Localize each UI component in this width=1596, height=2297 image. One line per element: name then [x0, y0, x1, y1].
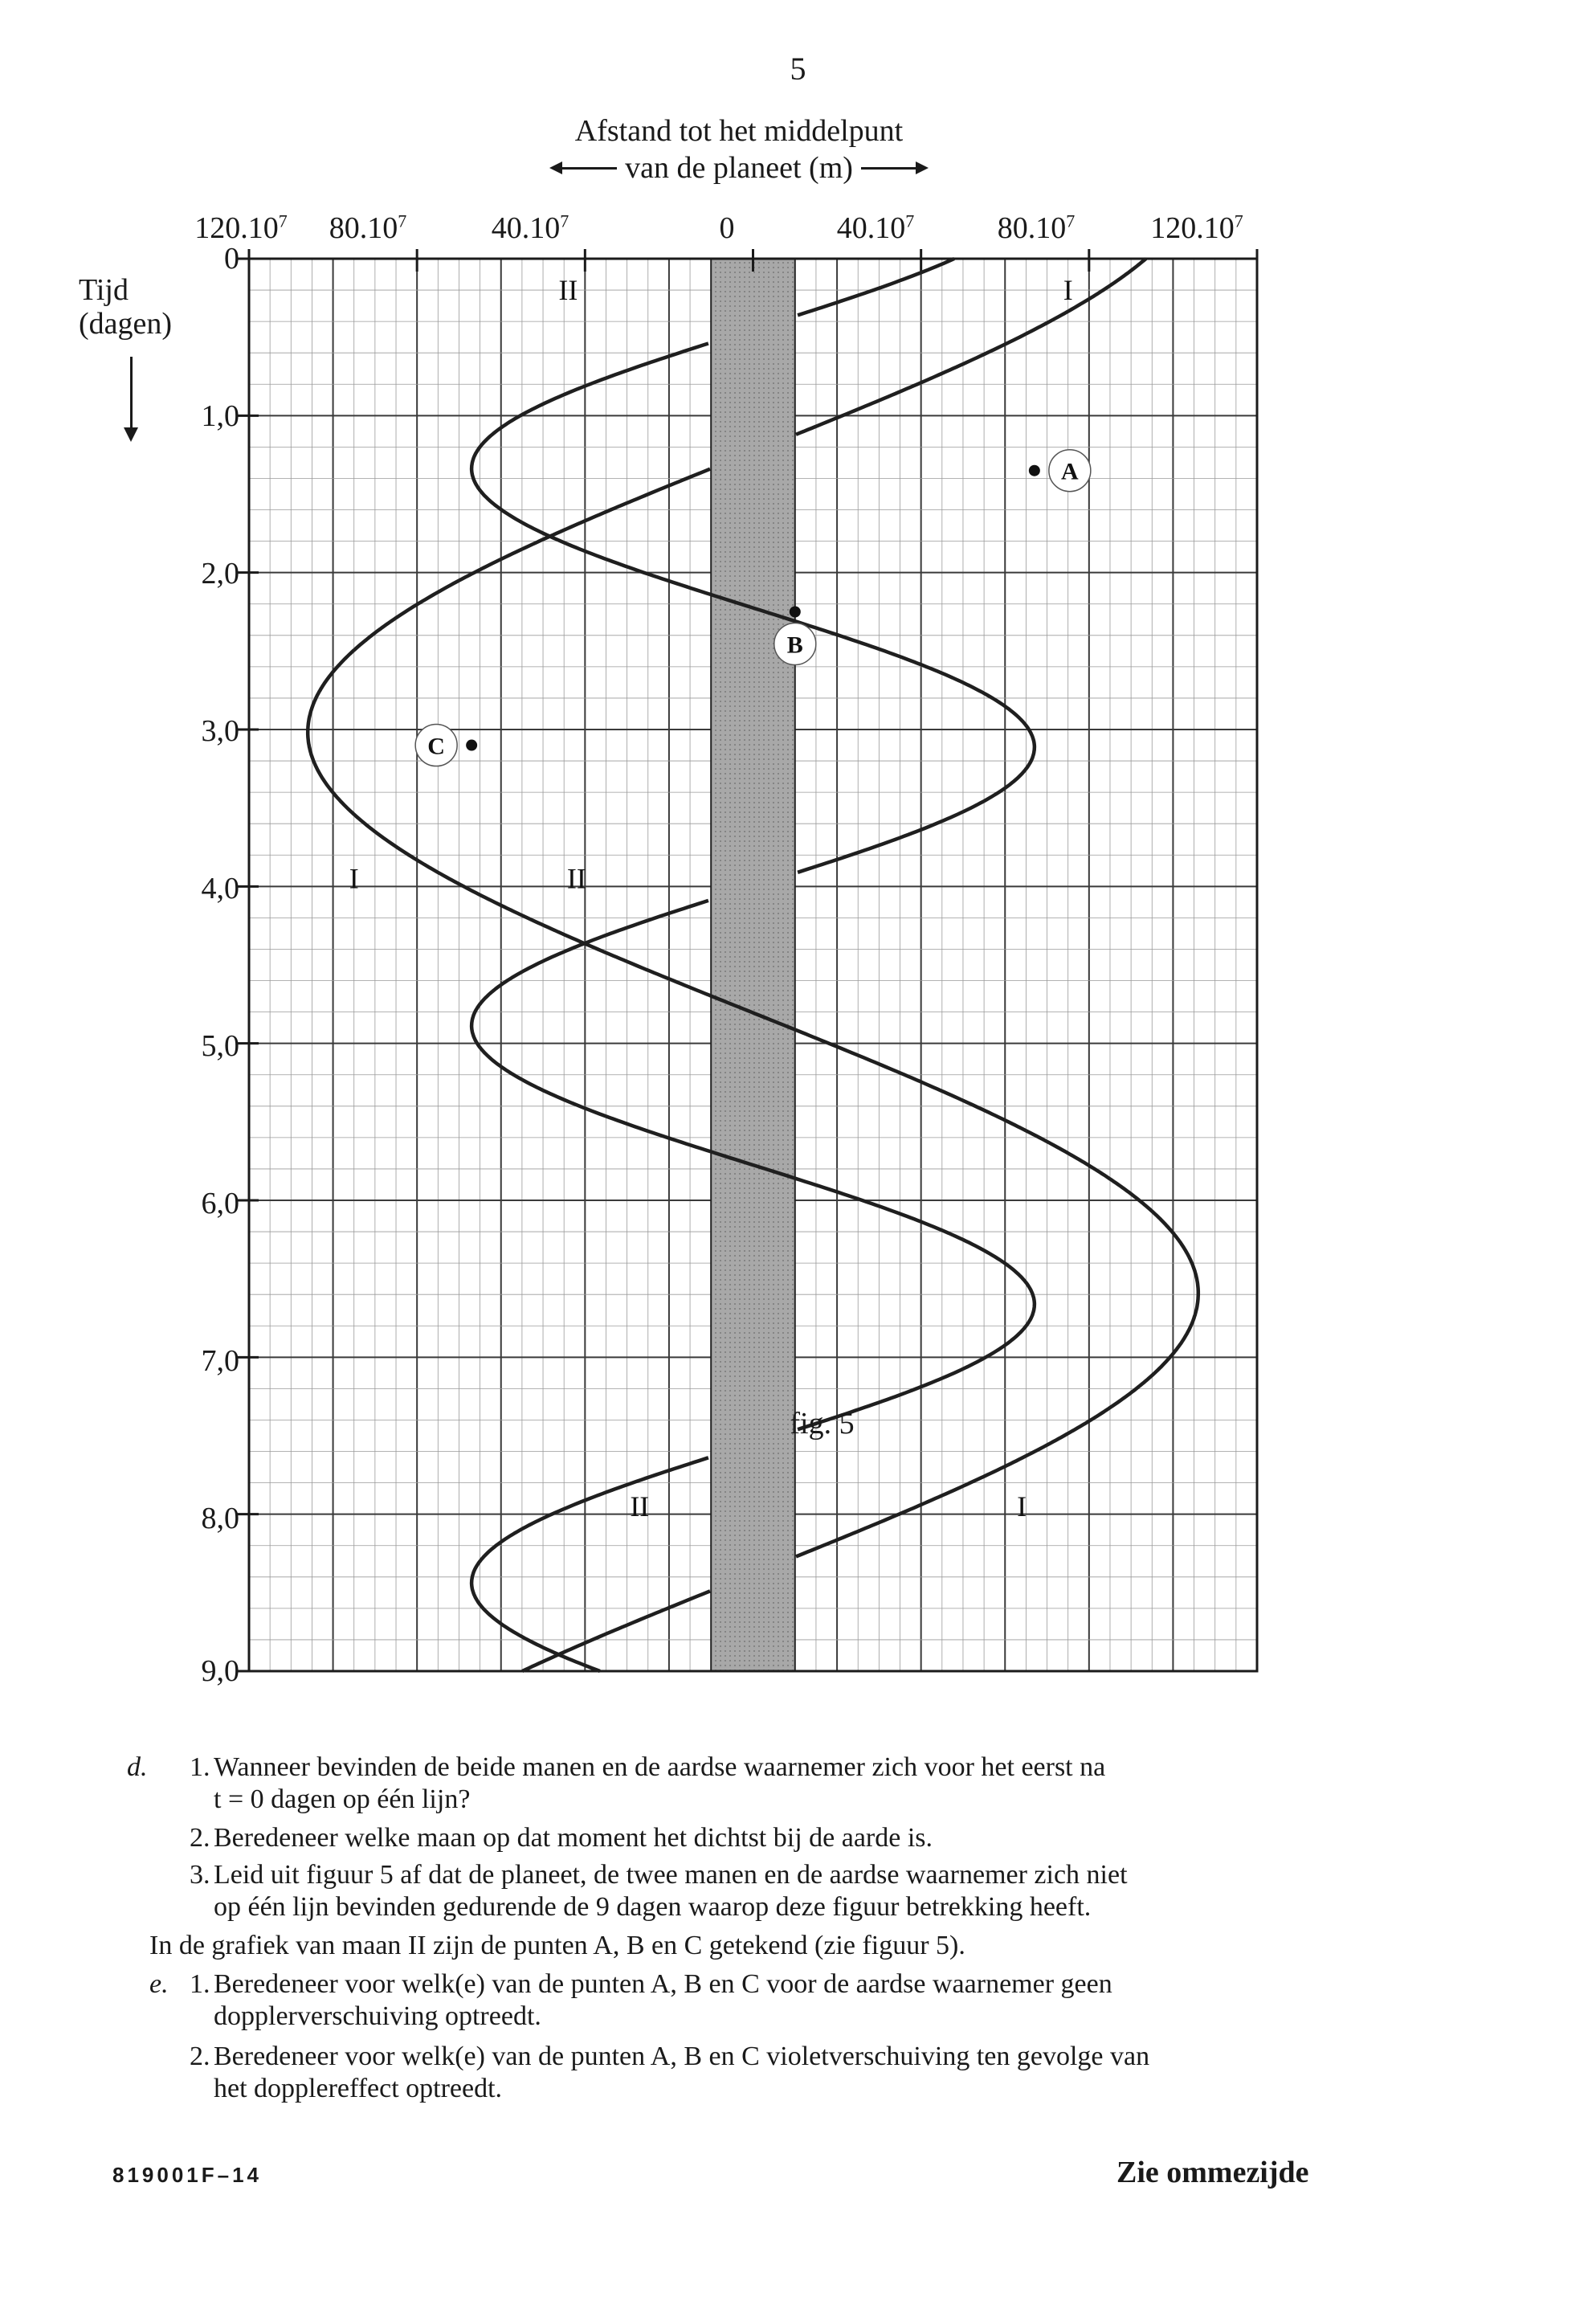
question-d3-num: 3. — [190, 1860, 210, 1890]
top-axis-title-line2: van de planeet (m) — [625, 151, 853, 185]
y-tick-label: 1,0 — [201, 399, 239, 433]
footer-code: 819001F–14 — [112, 2163, 263, 2187]
curve-label: II — [630, 1490, 650, 1522]
x-tick-label: 0 — [719, 211, 735, 245]
question-d3-line1: Leid uit figuur 5 af dat de planeet, de twee manen en de aardse waarnemer zich niet — [214, 1860, 1128, 1890]
question-d1-line1: Wanneer bevinden de beide manen en de aardse waarnemer zich voor het eerst na — [214, 1752, 1106, 1782]
question-d2-num: 2. — [190, 1823, 210, 1853]
question-e2-num: 2. — [190, 2042, 210, 2071]
marked-point-c — [415, 725, 477, 766]
point-label: B — [786, 631, 803, 659]
question-e1-line2: dopplerverschuiving optreedt. — [214, 2001, 541, 2031]
point-dot — [790, 607, 801, 618]
question-e-label: e. — [149, 1969, 169, 1999]
point-dot — [1029, 465, 1040, 476]
y-axis-title-line1: Tijd — [79, 273, 129, 307]
x-tick-label: 80.10$^7$ — [329, 210, 407, 245]
point-label: A — [1061, 458, 1079, 485]
footer-turn-page: Zie ommezijde — [1116, 2156, 1309, 2189]
point-label: C — [427, 733, 445, 760]
y-tick-label: 6,0 — [201, 1187, 239, 1220]
curve-label: II — [558, 274, 578, 307]
y-tick-label: 9,0 — [201, 1654, 239, 1688]
x-tick-label: 120.10$^7$ — [194, 210, 288, 245]
question-d2-text: Beredeneer welke maan op dat moment het dichtst bij de aarde is. — [214, 1823, 933, 1853]
planet-band — [711, 259, 795, 1671]
question-e1-num: 1. — [190, 1969, 210, 1999]
curve-label: I — [1017, 1490, 1027, 1522]
top-axis-title-line1: Afstand tot het middelpunt — [574, 114, 904, 148]
x-tick-label: 40.10$^7$ — [836, 210, 915, 245]
y-tick-label: 0 — [224, 242, 239, 276]
x-tick-label: 120.10$^7$ — [1150, 210, 1243, 245]
figure-caption: fig. 5 — [790, 1407, 855, 1441]
point-dot — [466, 740, 477, 751]
x-tick-label: 80.10$^7$ — [997, 210, 1076, 245]
marked-point-a — [1029, 450, 1091, 492]
page-number: 5 — [790, 51, 806, 87]
question-d1-line2: t = 0 dagen op één lijn? — [214, 1784, 471, 1814]
y-tick-label: 7,0 — [201, 1344, 239, 1378]
x-tick-label: 40.10$^7$ — [491, 210, 569, 245]
question-d1-num: 1. — [190, 1752, 210, 1782]
question-e2-line1: Beredeneer voor welk(e) van de punten A, B en C violetverschuiving ten gevolge van — [214, 2042, 1150, 2071]
question-e2-line2: het dopplereffect optreedt. — [214, 2074, 503, 2103]
curve-label: II — [566, 862, 586, 895]
curve-label: I — [1063, 274, 1073, 307]
y-axis-title-line2: (dagen) — [79, 307, 173, 341]
question-intro: In de grafiek van maan II zijn de punten A, B en C getekend (zie figuur 5). — [149, 1931, 965, 1960]
y-tick-label: 2,0 — [201, 557, 239, 591]
question-e1-line1: Beredeneer voor welk(e) van de punten A, B en C voor de aardse waarnemer geen — [214, 1969, 1112, 1999]
y-tick-label: 4,0 — [201, 872, 239, 905]
y-tick-label: 5,0 — [201, 1029, 239, 1063]
y-tick-label: 3,0 — [201, 714, 239, 748]
question-d3-line2: op één lijn bevinden gedurende de 9 dagen waarop deze figuur betrekking heeft. — [214, 1892, 1092, 1922]
y-tick-label: 8,0 — [201, 1502, 239, 1535]
curve-label: I — [349, 862, 359, 895]
question-d-label: d. — [127, 1752, 148, 1782]
